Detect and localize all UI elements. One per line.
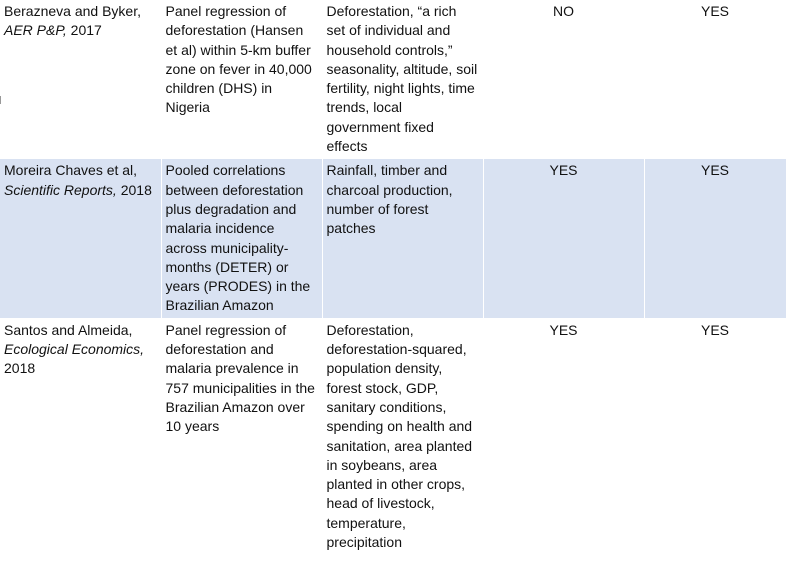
controls-cell: Rainfall, timber and charcoal production, number of forest patches [322, 159, 483, 318]
study-year: 2018 [116, 181, 152, 198]
result-cell-col4: YES [483, 159, 644, 318]
study-cell [0, 159, 161, 318]
table-row [0, 0, 786, 159]
left-edge-mark [0, 96, 1, 104]
table-row [0, 318, 786, 572]
result-cell-col4: YES [483, 318, 644, 572]
method-cell: Pooled correlations between deforestation plus degradation and malaria incidence across municipality-months (DETER) or years (PRODES) in the Brazilian Amazon [161, 159, 322, 318]
study-journal: Scientific Reports, [4, 181, 117, 198]
result-cell-col5: YES [644, 159, 786, 318]
result-cell-col5: YES [644, 0, 786, 159]
result-cell-col5: YES [644, 318, 786, 572]
controls-cell: Deforestation, deforestation-squared, population density, forest stock, GDP, sanitary conditions, spending on health and sanitation, area planted in soybeans, area planted in other crops, head of livestock, temperature, precipitation [322, 318, 483, 572]
study-authors: Berazneva and Byker, [4, 3, 141, 19]
study-journal: AER P&P, [4, 22, 67, 39]
study-year: 2018 [4, 360, 36, 377]
table-row [0, 159, 786, 318]
study-cell [0, 0, 161, 159]
study-year: 2017 [66, 22, 102, 39]
method-cell: Panel regression of deforestation (Hansen et al) within 5-km buffer zone on fever in 40,000 children (DHS) in Nigeria [161, 0, 322, 159]
study-cell [0, 318, 161, 572]
controls-cell: Deforestation, “a rich set of individual and household controls,” seasonality, altitude, soil fertility, night lights, time trends, local government fixed effects [322, 0, 483, 159]
study-journal: Ecological Economics, [4, 341, 145, 358]
result-cell-col4: NO [483, 0, 644, 159]
study-authors: Santos and Almeida, [4, 321, 133, 338]
study-authors: Moreira Chaves et al, [4, 162, 138, 179]
method-cell: Panel regression of deforestation and malaria prevalence in 757 municipalities in the Brazilian Amazon over 10 years [161, 318, 322, 572]
